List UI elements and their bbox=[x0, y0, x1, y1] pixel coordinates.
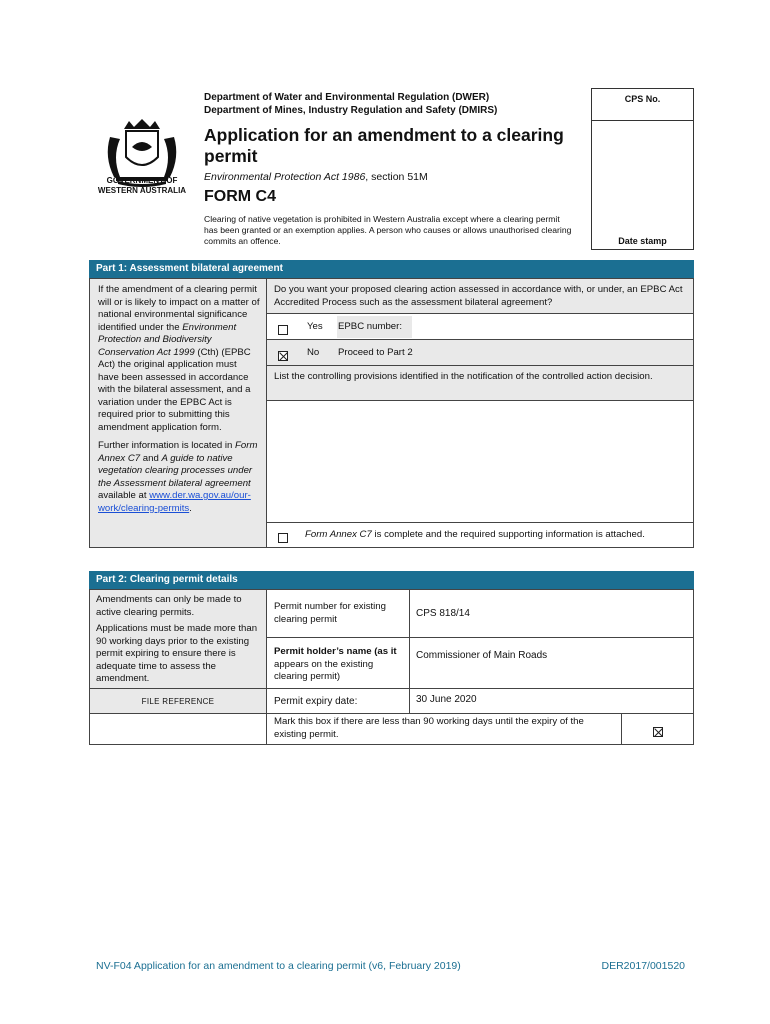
government-label: GOVERNMENT OF WESTERN AUSTRALIA bbox=[97, 176, 187, 195]
part1-guidance bbox=[89, 278, 267, 548]
no-label: No bbox=[307, 347, 320, 358]
department-line-1: Department of Water and Environmental Regulation (DWER) bbox=[204, 92, 490, 103]
part2-blank-cell bbox=[89, 713, 267, 745]
epbc-number-input[interactable] bbox=[411, 316, 691, 338]
expiry-checkbox-cell bbox=[621, 713, 694, 745]
annex-row bbox=[266, 522, 694, 548]
office-use-box bbox=[591, 88, 694, 250]
permit-holder-label-cell: Permit holder’s name (as it appears on the existing clearing permit) bbox=[266, 637, 410, 689]
file-reference-cell: FILE REFERENCE bbox=[89, 688, 267, 714]
intro-text: Clearing of native vegetation is prohibited in Western Australia except where a clearing permit has been granted or an exemption applies. A person who causes or allows unauthorised clearing commits an offence. bbox=[204, 214, 572, 246]
date-stamp-label: Date stamp bbox=[618, 236, 667, 246]
part2-guidance bbox=[89, 589, 267, 689]
proceed-part2-label: Proceed to Part 2 bbox=[338, 347, 413, 358]
epbc-no-row bbox=[266, 339, 694, 366]
permit-number-field[interactable]: CPS 818/14 bbox=[409, 589, 694, 638]
act-reference: Environmental Protection Act 1986, section 51M bbox=[204, 171, 428, 183]
part2-heading: Part 2: Clearing permit details bbox=[89, 571, 694, 589]
part1-guidance-para2: Further information is located in Form Annex C7 and A guide to native vegetation clearing processes under the Assessment bilateral agreement available at www.der.wa.gov.au/our-work/clearing-permits. bbox=[98, 440, 258, 514]
permit-expiry-field[interactable]: 30 June 2020 bbox=[409, 688, 694, 714]
part2-guidance-para1: Amendments can only be made to active clearing permits. bbox=[96, 594, 242, 618]
cps-number-label: CPS No. bbox=[592, 89, 693, 121]
footer-reference: DER2017/001520 bbox=[601, 960, 685, 972]
yes-label: Yes bbox=[307, 321, 323, 332]
epbc-yes-row bbox=[266, 313, 694, 340]
permit-number-label-cell: Permit number for existing clearing permit bbox=[266, 589, 410, 638]
expiry-under-90-checkbox[interactable] bbox=[653, 727, 663, 737]
footer-form-title: NV-F04 Application for an amendment to a clearing permit (v6, February 2019) bbox=[96, 960, 461, 972]
clearing-permits-link[interactable]: www.der.wa.gov.au/our-work/clearing-permits bbox=[98, 490, 251, 514]
controlling-provisions-input[interactable] bbox=[266, 400, 694, 523]
epbc-number-label: EPBC number: bbox=[337, 316, 412, 338]
epbc-question: Do you want your proposed clearing action assessed in accordance with, or under, an EPBC Act Accredited Process such as the assessment bilateral agreement? bbox=[266, 278, 694, 314]
department-names bbox=[204, 91, 497, 117]
part1-heading: Part 1: Assessment bilateral agreement bbox=[89, 260, 694, 278]
controlling-provisions-label: List the controlling provisions identified in the notification of the controlled action decision. bbox=[266, 365, 694, 401]
yes-checkbox[interactable] bbox=[278, 325, 288, 335]
annex-checkbox[interactable] bbox=[278, 533, 288, 543]
permit-holder-field[interactable]: Commissioner of Main Roads bbox=[409, 637, 694, 689]
annex-label: Form Annex C7 is complete and the required supporting information is attached. bbox=[305, 529, 645, 540]
no-checkbox[interactable] bbox=[278, 351, 288, 361]
part2-guidance-para2: Applications must be made more than 90 working days prior to the existing permit expiring to ensure there is adequate time to assess the amendment. bbox=[96, 623, 258, 684]
expiry-warning-text-cell: Mark this box if there are less than 90 working days until the expiry of the existing permit. bbox=[266, 713, 622, 745]
page-title: Application for an amendment to a clearing permit bbox=[204, 125, 564, 166]
permit-expiry-label-cell: Permit expiry date: bbox=[266, 688, 410, 714]
part1-guidance-para1: If the amendment of a clearing permit will or is likely to impact on a matter of national environmental significance identified under the Environment Protection and Biodiversity Conservation Act 1999 (Cth) (EPBC Act) the original application must have been assessed in accordance with the bilateral assessment, and a variation under the EPBC Act is required prior to submitting this amendment application form. bbox=[98, 284, 260, 433]
department-line-2: Department of Mines, Industry Regulation and Safety (DMIRS) bbox=[204, 105, 498, 116]
form-label: FORM C4 bbox=[204, 188, 276, 205]
